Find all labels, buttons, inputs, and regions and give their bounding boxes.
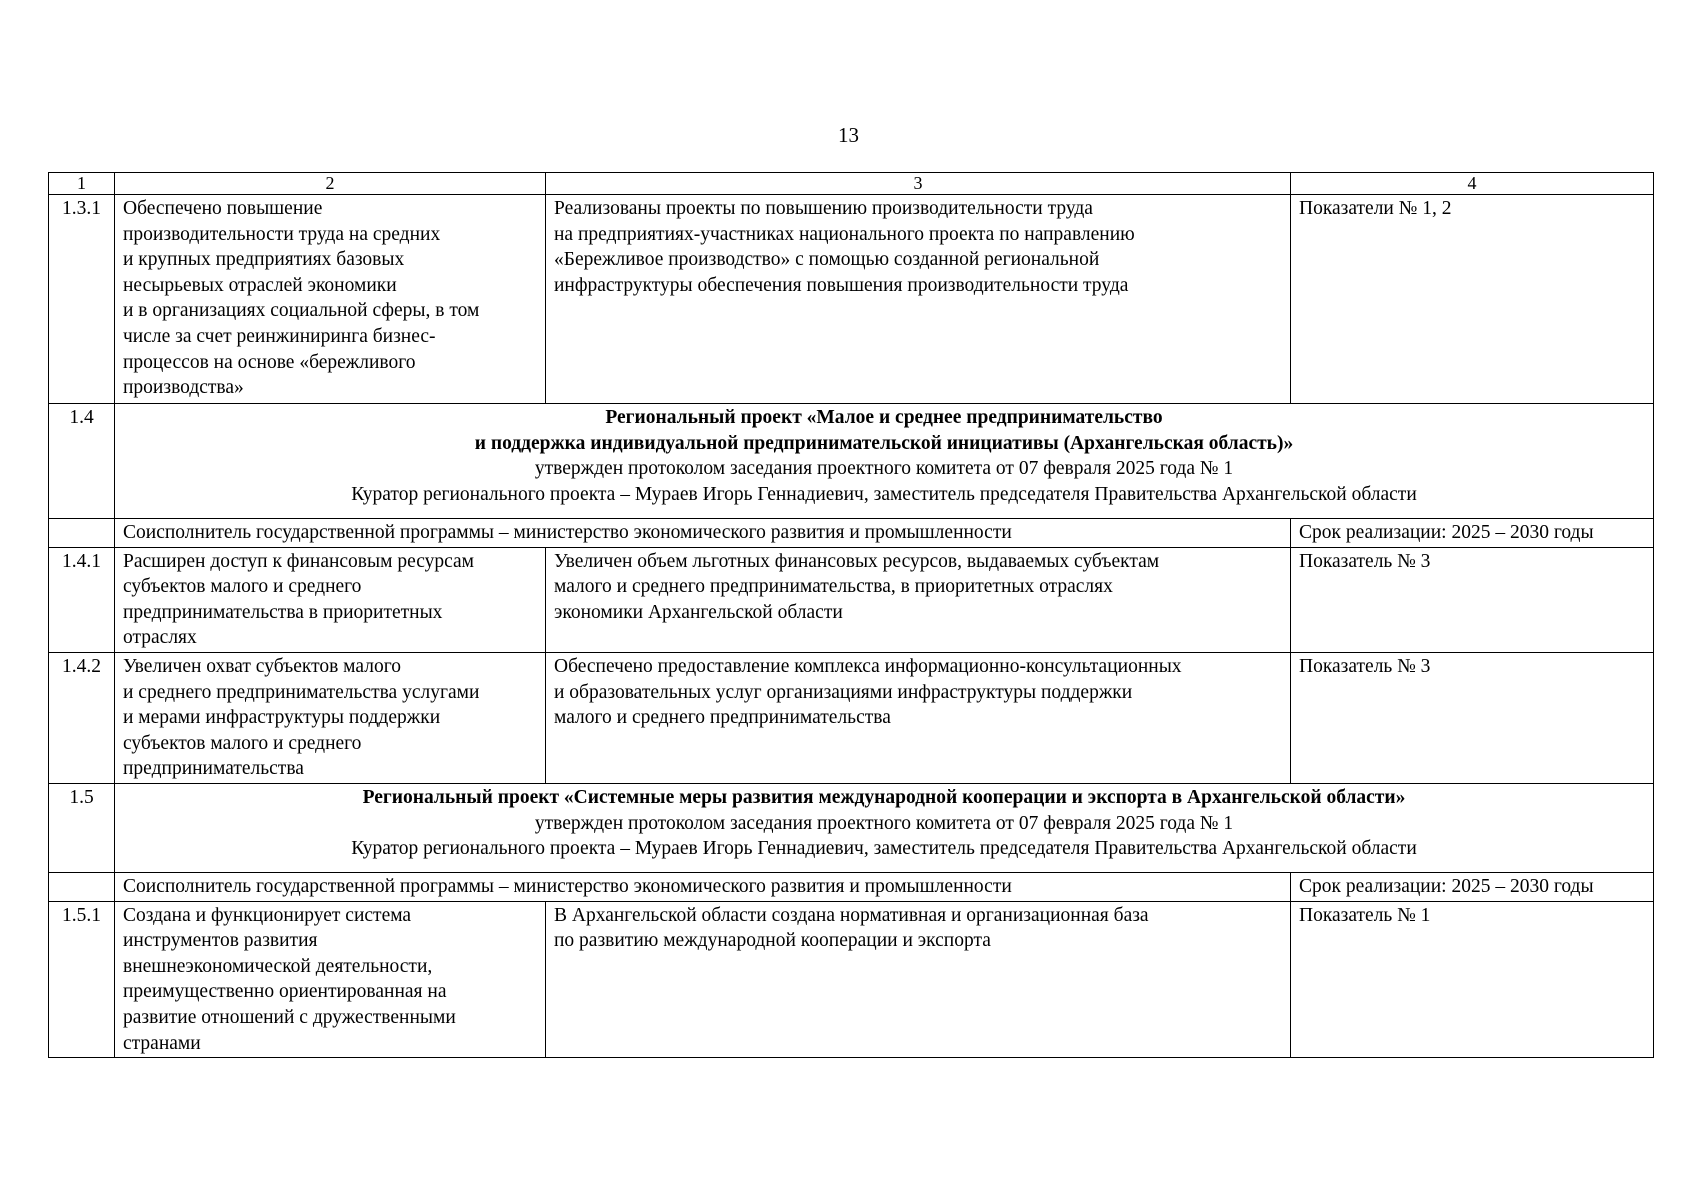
text-line: Создана и функционирует система	[123, 904, 412, 926]
task-cell	[115, 652, 546, 783]
indicator-cell: Показатель № 1	[1291, 901, 1654, 1058]
text-line: и мерами инфраструктуры поддержки	[123, 707, 441, 729]
text-line: Обеспечено повышение	[123, 198, 323, 219]
executor-row-1-4	[49, 519, 1654, 548]
empty-cell	[49, 519, 115, 548]
table-row-1-4-1	[49, 547, 1654, 652]
text-line: по развитию международной кооперации и экспорта	[554, 930, 991, 952]
program-table	[48, 172, 1654, 1058]
table-header-row	[49, 173, 1654, 195]
text-line: и в организациях социальной сферы, в том	[123, 300, 480, 322]
task-cell	[115, 547, 546, 652]
text-line: инфраструктуры обеспечения повышения производительности труда	[554, 274, 1129, 296]
indicator-cell: Показатель № 3	[1291, 652, 1654, 783]
project-curator: Куратор регионального проекта – Мураев Игорь Геннадиевич, заместитель председателя Правительства Архангельской области	[351, 838, 1417, 860]
text-line: преимущественно ориентированная на	[123, 981, 447, 1003]
text-line: Увеличен охват субъектов малого	[123, 655, 401, 677]
text-line: числе за счет реинжиниринга бизнес-	[123, 325, 436, 347]
text-line: предпринимательства	[123, 758, 304, 780]
text-line: производства»	[123, 377, 244, 399]
executor-cell: Соисполнитель государственной программы – министерство экономического развития и промышленности	[115, 872, 1291, 901]
text-line: Увеличен объем льготных финансовых ресурсов, выдаваемых субъектам	[554, 550, 1160, 572]
text-line: несырьевых отраслей экономики	[123, 274, 397, 296]
table-row-1-4	[49, 404, 1654, 519]
text-line: Обеспечено предоставление комплекса информационно-консультационных	[554, 655, 1182, 677]
project-approval: утвержден протоколом заседания проектного комитета от 07 февраля 2025 года № 1	[534, 458, 1234, 480]
table-row-1-4-2	[49, 652, 1654, 783]
text-line: малого и среднего предпринимательства	[554, 707, 891, 729]
indicator-cell: Показатели № 1, 2	[1291, 195, 1654, 404]
page-number: 13	[838, 123, 859, 147]
text-line: на предприятиях-участниках национального проекта по направлению	[554, 223, 1135, 245]
text-line: экономики Архангельской области	[554, 601, 843, 623]
project-heading-cell	[115, 404, 1654, 519]
text-line: субъектов малого и среднего	[123, 576, 362, 598]
text-line: развитие отношений с дружественными	[123, 1006, 456, 1028]
effect-cell	[546, 547, 1291, 652]
table-row-1-5	[49, 783, 1654, 872]
header-cell-4: 4	[1291, 173, 1654, 195]
row-number: 1.4	[49, 404, 115, 519]
text-line: и образовательных услуг организациями инфраструктуры поддержки	[554, 681, 1133, 703]
project-title-line: Региональный проект «Системные меры развития международной кооперации и экспорта в Архангельской области»	[362, 786, 1406, 808]
effect-cell	[546, 901, 1291, 1058]
header-cell-2: 2	[115, 173, 546, 195]
table-row-1-5-1	[49, 901, 1654, 1058]
text-line: В Архангельской области создана нормативная и организационная база	[554, 904, 1149, 926]
task-cell	[115, 901, 546, 1058]
indicator-cell: Показатель № 3	[1291, 547, 1654, 652]
text-line: «Бережливое производство» с помощью созданной региональной	[554, 249, 1100, 271]
row-number: 1.4.2	[49, 652, 115, 783]
project-approval: утвержден протоколом заседания проектного комитета от 07 февраля 2025 года № 1	[534, 812, 1234, 834]
text-line: предпринимательства в приоритетных	[123, 601, 443, 623]
term-cell: Срок реализации: 2025 – 2030 годы	[1291, 519, 1654, 548]
project-curator: Куратор регионального проекта – Мураев Игорь Геннадиевич, заместитель председателя Правительства Архангельской области	[351, 483, 1417, 505]
text-line: процессов на основе «бережливого	[123, 351, 416, 373]
text-line: внешнеэкономической деятельности,	[123, 955, 433, 977]
row-number: 1.5.1	[49, 901, 115, 1058]
project-heading-cell	[115, 783, 1654, 872]
row-number: 1.5	[49, 783, 115, 872]
text-line: инструментов развития	[123, 930, 318, 952]
executor-row-1-5	[49, 872, 1654, 901]
header-cell-3: 3	[546, 173, 1291, 195]
text-line: производительности труда на средних	[123, 223, 441, 245]
text-line: и крупных предприятиях базовых	[123, 249, 405, 271]
project-title-line: Региональный проект «Малое и среднее предпринимательство	[605, 407, 1163, 428]
text-line: малого и среднего предпринимательства, в приоритетных отраслях	[554, 576, 1113, 598]
text-line: Расширен доступ к финансовым ресурсам	[123, 550, 475, 572]
table-row-1-3-1	[49, 195, 1654, 404]
text-line: отраслях	[123, 627, 197, 649]
task-cell	[115, 195, 546, 404]
row-number: 1.4.1	[49, 547, 115, 652]
row-number: 1.3.1	[49, 195, 115, 404]
project-title-line: и поддержка индивидуальной предпринимательской инициативы (Архангельская область)»	[474, 432, 1294, 454]
effect-cell	[546, 195, 1291, 404]
text-line: Реализованы проекты по повышению производительности труда	[554, 198, 1093, 219]
term-cell: Срок реализации: 2025 – 2030 годы	[1291, 872, 1654, 901]
text-line: странами	[123, 1032, 201, 1054]
text-line: и среднего предпринимательства услугами	[123, 681, 480, 703]
header-cell-1: 1	[49, 173, 115, 195]
executor-cell: Соисполнитель государственной программы – министерство экономического развития и промышленности	[115, 519, 1291, 548]
effect-cell	[546, 652, 1291, 783]
empty-cell	[49, 872, 115, 901]
text-line: субъектов малого и среднего	[123, 732, 362, 754]
